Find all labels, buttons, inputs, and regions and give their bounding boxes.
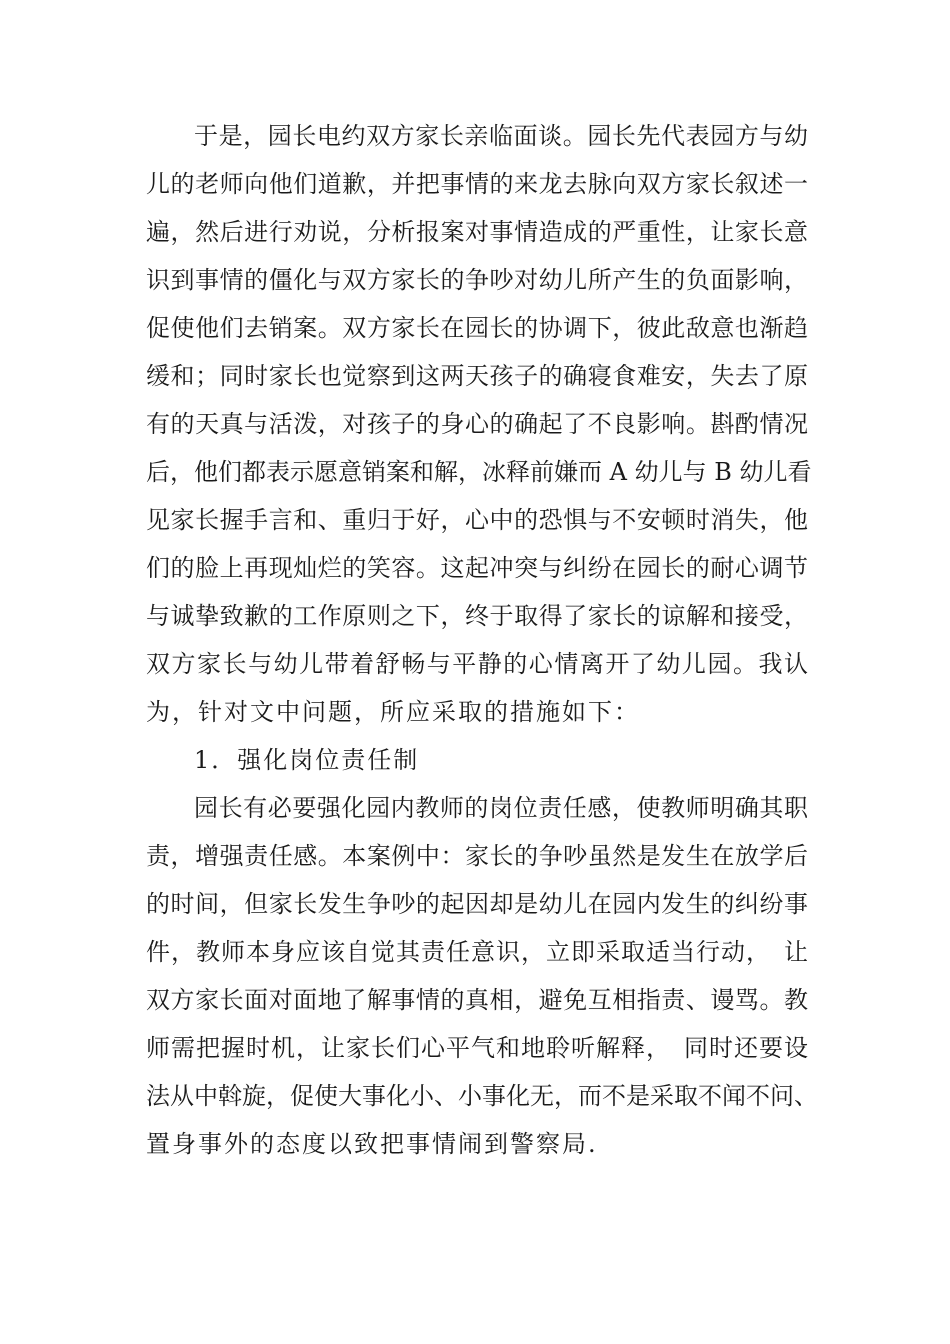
- text-line: 件，教师本身应该自觉其责任意识，立即采取适当行动， 让: [146, 938, 808, 966]
- text-line: 双方家长面对面地了解事情的真相，避免互相指责、谩骂。教: [146, 986, 808, 1014]
- section-heading: 1．强化岗位责任制: [194, 746, 420, 774]
- text-line: 为，针对文中问题，所应采取的措施如下：: [146, 698, 640, 726]
- text-line: 有的天真与活泼，对孩子的身心的确起了不良影响。斟酌情况: [146, 410, 808, 438]
- text-line: 后，他们都表示愿意销案和解，冰释前嫌而 A 幼儿与 B 幼儿看: [146, 458, 812, 486]
- text-line: 缓和；同时家长也觉察到这两天孩子的确寝食难安，失去了原: [146, 362, 808, 390]
- text-line: 园长有必要强化园内教师的岗位责任感，使教师明确其职: [194, 794, 808, 822]
- text-line: 们的脸上再现灿烂的笑容。这起冲突与纠纷在园长的耐心调节: [146, 554, 808, 582]
- text-line: 遍，然后进行劝说，分析报案对事情造成的严重性，让家长意: [146, 218, 808, 246]
- text-line: 的时间，但家长发生争吵的起因却是幼儿在园内发生的纠纷事: [146, 890, 808, 918]
- document-body: [146, 112, 818, 1168]
- text-line: 师需把握时机，让家长们心平气和地聆听解释， 同时还要设: [146, 1034, 808, 1062]
- text-line: 识到事情的僵化与双方家长的争吵对幼儿所产生的负面影响，: [146, 266, 808, 294]
- text-line: 见家长握手言和、重归于好，心中的恐惧与不安顿时消失，他: [146, 506, 808, 534]
- text-line: 于是，园长电约双方家长亲临面谈。园长先代表园方与幼: [194, 122, 808, 150]
- text-line: 责，增强责任感。本案例中：家长的争吵虽然是发生在放学后: [146, 842, 808, 870]
- text-line: 置身事外的态度以致把事情闹到警察局.: [146, 1130, 598, 1158]
- text-line: 双方家长与幼儿带着舒畅与平静的心情离开了幼儿园。我认: [146, 650, 808, 678]
- text-line: 促使他们去销案。双方家长在园长的协调下，彼此敌意也渐趋: [146, 314, 808, 342]
- text-line: 法从中斡旋，促使大事化小、小事化无，而不是采取不闻不问、: [146, 1082, 818, 1110]
- text-line: 与诚挚致歉的工作原则之下，终于取得了家长的谅解和接受，: [146, 602, 808, 630]
- text-line: 儿的老师向他们道歉，并把事情的来龙去脉向双方家长叙述一: [146, 170, 808, 198]
